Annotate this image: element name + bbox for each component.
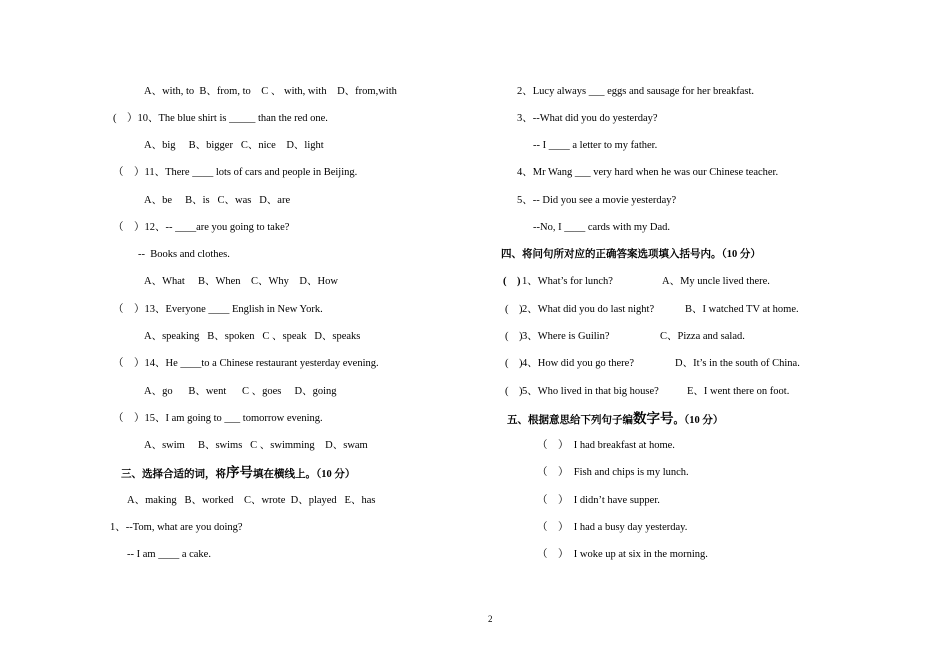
section-4-heading: 四、将问句所对应的正确答案选项填入括号内。（10 分） (501, 249, 761, 260)
q14-question: （ ）14、He ____to a Chinese restaurant yesterday evening. (113, 358, 379, 369)
q12-question: （ ）12、-- ____are you going to take? (113, 222, 290, 233)
section-3-word-bank: A、making B、worked C、wrote D、played E、has (127, 495, 376, 506)
section-3-heading-part1: 三、选择合适的词，将 (121, 469, 226, 480)
s4-item-5-bracket: ( ) (505, 386, 523, 397)
s4-item-4-question: 4、How did you go there? (522, 358, 634, 369)
s4-item-5-question: 5、Who lived in that big house? (522, 386, 659, 397)
s5-item-2: （ ） Fish and chips is my lunch. (537, 467, 689, 478)
s4-item-4-bracket: ( ) (505, 358, 523, 369)
s5-item-1: （ ） I had breakfast at home. (537, 440, 675, 451)
q9-options: A、with, to B、from, to C 、 with, with D、from,with (144, 86, 397, 97)
q15-question: （ ）15、I am going to ___ tomorrow evening. (113, 413, 323, 424)
s3-item-4: 4、Mr Wang ___ very hard when he was our Chinese teacher. (517, 167, 779, 178)
section-5-heading-part2: 。（10 分） (673, 415, 724, 426)
s4-option-a: A、My uncle lived there. (662, 276, 770, 287)
q11-options: A、be B、is C、was D、are (144, 195, 291, 206)
s4-option-d: D、It’s in the south of China. (675, 358, 800, 369)
s4-item-3-bracket: ( ) (505, 331, 523, 342)
s3-item-3-question: 3、--What did you do yesterday? (517, 113, 658, 124)
s4-item-1-question: 1、What’s for lunch? (522, 276, 613, 287)
section-3-heading-part2: 填在横线上。（10 分） (253, 469, 356, 480)
s3-item-1-answer: -- I am ____ a cake. (127, 549, 211, 560)
section-3-heading (121, 466, 355, 482)
s4-item-2-bracket: ( ) (505, 304, 523, 315)
q10-options: A、big B、bigger C、nice D、light (144, 140, 324, 151)
s3-item-2: 2、Lucy always ___ eggs and sausage for her breakfast. (517, 86, 755, 97)
q13-question: （ ）13、Everyone ____ English in New York. (113, 304, 323, 315)
section-5-heading (507, 412, 723, 428)
section-3-heading-emphasis: 序号 (226, 465, 253, 480)
s4-option-e: E、I went there on foot. (687, 386, 790, 397)
s3-item-5-answer: --No, I ____ cards with my Dad. (533, 222, 671, 233)
q10-question: ( ）10、The blue shirt is _____ than the red one. (113, 113, 328, 124)
page-number: 2 (488, 614, 493, 624)
s3-item-1-question: 1、--Tom, what are you doing? (110, 522, 243, 533)
section-5-heading-part1: 五、根据意思给下列句子编 (507, 415, 633, 426)
section-5-heading-emphasis: 数字号 (633, 411, 674, 426)
q14-options: A、go B、went C 、goes D、going (144, 386, 337, 397)
s5-item-4: （ ） I had a busy day yesterday. (537, 522, 688, 533)
q12-answer-line: -- Books and clothes. (138, 249, 230, 260)
s4-item-3-question: 3、Where is Guilin? (522, 331, 610, 342)
q15-options: A、swim B、swims C 、swimming D、swam (144, 440, 368, 451)
s5-item-5: （ ） I woke up at six in the morning. (537, 549, 708, 560)
q11-question: （ ）11、There ____ lots of cars and people in Beijing. (113, 167, 358, 178)
s5-item-3: （ ） I didn’t have supper. (537, 495, 660, 506)
s3-item-3-answer: -- I ____ a letter to my father. (533, 140, 658, 151)
s4-item-1-bracket: ( ) (503, 276, 521, 287)
q12-options: A、What B、When C、Why D、How (144, 276, 338, 287)
s4-option-c: C、Pizza and salad. (660, 331, 745, 342)
s3-item-5-question: 5、-- Did you see a movie yesterday? (517, 195, 677, 206)
s4-item-2-question: 2、What did you do last night? (522, 304, 655, 315)
s4-option-b: B、I watched TV at home. (685, 304, 799, 315)
q13-options: A、speaking B、spoken C 、speak D、speaks (144, 331, 361, 342)
